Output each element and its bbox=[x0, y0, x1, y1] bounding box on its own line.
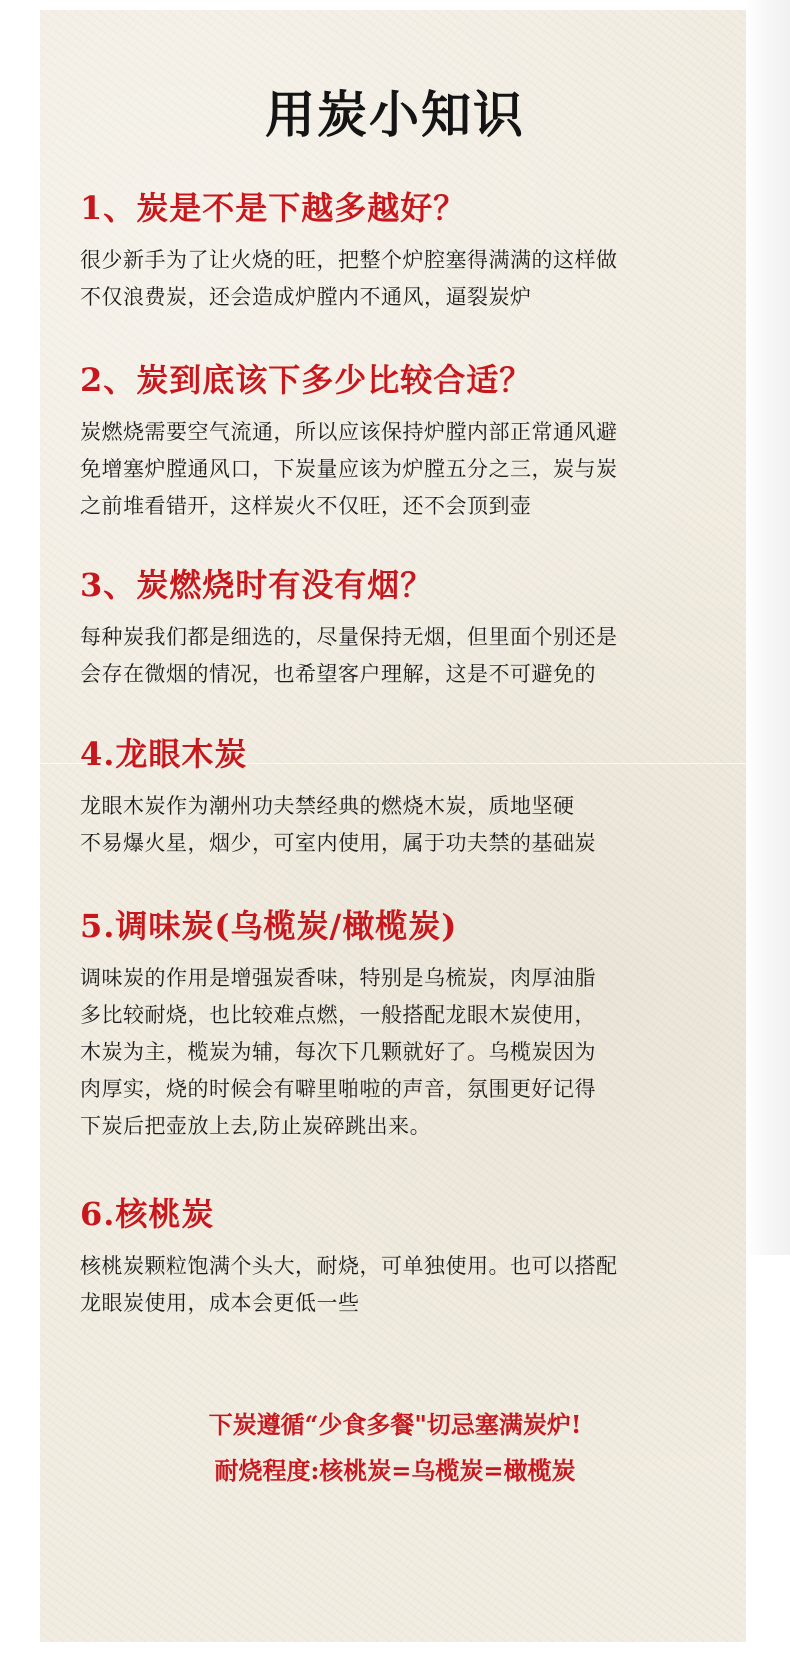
body-line: 会存在微烟的情况，也希望客户理解，这是不可避免的 bbox=[80, 662, 596, 686]
section-body bbox=[80, 414, 680, 525]
body-line: 之前堆看错开，这样炭火不仅旺，还不会顶到壶 bbox=[80, 494, 532, 518]
body-line: 下炭后把壶放上去,防止炭碎跳出来。 bbox=[80, 1114, 432, 1138]
body-line: 每种炭我们都是细选的，尽量保持无烟，但里面个别还是 bbox=[80, 625, 618, 649]
body-line: 炭燃烧需要空气流通，所以应该保持炉膛内部正常通风避 bbox=[80, 420, 618, 444]
section-heading: 5.调味炭(乌榄炭/橄榄炭) bbox=[80, 907, 458, 945]
section-body bbox=[80, 788, 680, 862]
section-body bbox=[80, 960, 680, 1145]
body-line: 很少新手为了让火烧的旺，把整个炉腔塞得满满的这样做 bbox=[80, 248, 618, 272]
section-body bbox=[80, 242, 680, 316]
body-line: 不易爆火星，烟少，可室内使用，属于功夫禁的基础炭 bbox=[80, 831, 596, 855]
body-line: 肉厚实，烧的时候会有噼里啪啦的声音，氛围更好记得 bbox=[80, 1077, 596, 1101]
section-5 bbox=[80, 906, 680, 1145]
body-line: 龙眼木炭作为潮州功夫禁经典的燃烧木炭，质地坚硬 bbox=[80, 794, 575, 818]
section-1 bbox=[80, 188, 680, 316]
section-6 bbox=[80, 1194, 680, 1322]
section-body bbox=[80, 1248, 680, 1322]
body-line: 多比较耐烧，也比较难点燃，一般搭配龙眼木炭使用， bbox=[80, 1003, 596, 1027]
body-line: 木炭为主，榄炭为辅，每次下几颗就好了。乌榄炭因为 bbox=[80, 1040, 596, 1064]
section-heading: 6.核桃炭 bbox=[80, 1195, 215, 1233]
section-heading: 1、炭是不是下越多越好？ bbox=[80, 189, 467, 227]
section-heading: 3、炭燃烧时有没有烟？ bbox=[80, 566, 434, 604]
body-line: 调味炭的作用是增强炭香味，特别是乌梳炭，肉厚油脂 bbox=[80, 966, 596, 990]
section-4 bbox=[80, 734, 680, 862]
body-line: 不仅浪费炭，还会造成炉膛内不通风，逼裂炭炉 bbox=[80, 285, 532, 309]
footer-burn-ranking: 耐烧程度:核桃炭=乌榄炭=橄榄炭 bbox=[214, 1456, 576, 1485]
section-heading: 2、炭到底该下多少比较合适？ bbox=[80, 361, 533, 399]
footer-note: 下炭遵循“少食多餐"切忌塞满炭炉! bbox=[208, 1410, 582, 1439]
section-2 bbox=[80, 360, 680, 525]
body-line: 免增塞炉膛通风口，下炭量应该为炉膛五分之三，炭与炭 bbox=[80, 457, 618, 481]
body-line: 龙眼炭使用，成本会更低一些 bbox=[80, 1291, 360, 1315]
body-line: 核桃炭颗粒饱满个头大，耐烧，可单独使用。也可以搭配 bbox=[80, 1254, 618, 1278]
page-edge-shadow bbox=[745, 0, 790, 1255]
section-body bbox=[80, 619, 680, 693]
section-heading: 4.龙眼木炭 bbox=[80, 735, 248, 773]
section-3 bbox=[80, 565, 680, 693]
page-title: 用炭小知识 bbox=[265, 85, 525, 144]
